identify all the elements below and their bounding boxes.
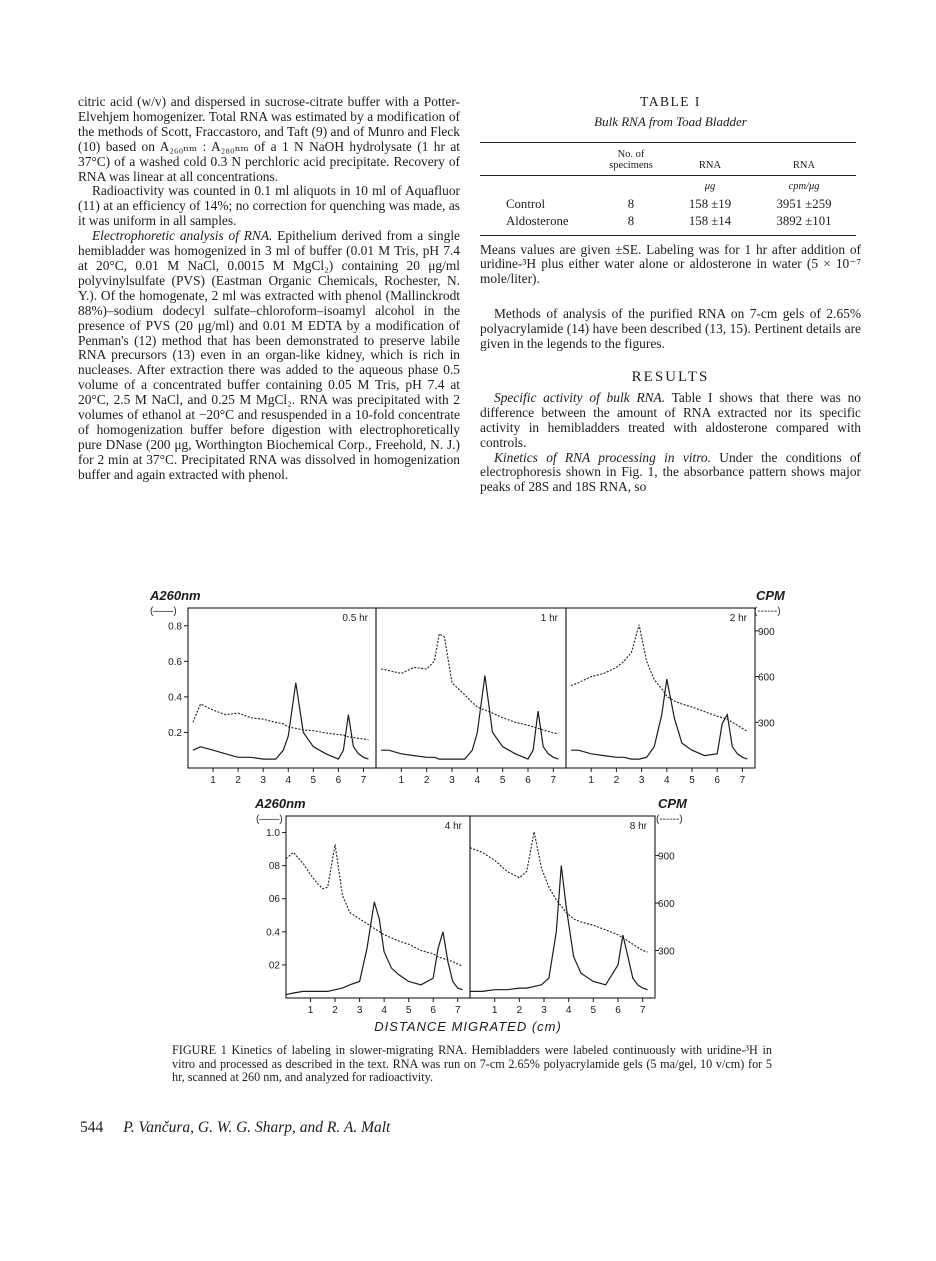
paragraph-electrophoretic xyxy=(78,229,460,482)
x-tick-label: 1 xyxy=(398,775,405,786)
paragraph-methods-rna: citric acid (w/v) and dispersed in sucrose-citrate buffer with a Potter-Elvehjem homogenizer. Total RNA was estimated by a modification of the methods of Scott, Fraccastoro, and Taft (9) and of Munro and Fleck (10) based on A₂₆₀ₙₘ : A₂₈₀ₙₘ of a 1 N NaOH hydrolysate (1 hr at 37°C) of a washed cold 0.3 N perchloric acid precipitate. Recovery of RNA was linear at all concentrations. xyxy=(78,94,460,184)
x-tick-label: 2 xyxy=(423,775,430,786)
top-left-axis-legend: (——) xyxy=(150,606,177,617)
bottom-right-axis-legend: (------) xyxy=(656,814,683,825)
bottom-left-axis-label: A260nm xyxy=(255,796,306,811)
paragraph-radioactivity: Radioactivity was counted in 0.1 ml aliquots in 10 ml of Aquafluor (11) at an efficiency of 14%; no correction for quenching was made, as it was uniform in all samples. xyxy=(78,183,460,229)
table-cell: 3951 ±259 xyxy=(776,196,832,211)
x-tick-label: 3 xyxy=(638,775,645,786)
figure-caption xyxy=(172,1044,772,1085)
paragraph-lead: Kinetics of RNA processing in vitro. xyxy=(494,449,711,465)
x-tick-label: 6 xyxy=(714,775,720,786)
table-cell: 158 ±19 xyxy=(688,196,732,211)
page-number: 544 xyxy=(80,1119,104,1136)
rna-table xyxy=(480,142,856,236)
paragraph-body: Table I shows that there was no difference between the amount of RNA extracted nor its specific activity in hemibladders treated with aldosterone compared with controls. xyxy=(480,389,861,450)
x-tick-label: 5 xyxy=(689,775,695,786)
table-cell xyxy=(594,175,668,195)
paragraph-lead: Electrophoretic analysis of RNA. xyxy=(92,228,273,244)
page-footer xyxy=(80,1119,390,1137)
table-units-row xyxy=(480,175,856,195)
x-tick-label: 1 xyxy=(210,775,216,786)
y-tick-label: 0.4 xyxy=(168,692,182,704)
table-row xyxy=(480,213,856,235)
x-tick-label: 6 xyxy=(335,775,342,786)
table-cell: 158 ±14 xyxy=(688,213,732,228)
table-header-cell: RNA xyxy=(792,159,816,171)
x-tick-label: 2 xyxy=(516,1005,523,1016)
panel-frame xyxy=(566,608,755,768)
right-column xyxy=(480,95,861,495)
x-tick-label: 5 xyxy=(590,1005,597,1016)
paragraph-gel-methods: Methods of analysis of the purified RNA on 7-cm gels of 2.65% polyacrylamide (14) have been described (13, 15). Pertinent details are given in the legends to the figures. xyxy=(480,306,861,352)
y2-tick-label: 600 xyxy=(658,899,675,911)
running-authors: P. Vančura, G. W. G. Sharp, and R. A. Malt xyxy=(123,1119,391,1136)
paragraph-body: Epithelium derived from a single hemibladder was homogenized in 3 ml of buffer (0.01 M Tris, pH 7.4 at 20°C, 0.01 M NaCl, 0.0015 M MgCl₂) containing 20 μg/ml polyvinylsulfate (PVS) (Eastman Organic Chemicals, Rochester, N. Y.). Of the homogenate, 2 ml was extracted with phenol (Mallinckrodt 88%)–sodium dodecyl sulfate–chloroform–isoamyl alcohol in the presence of PVS (20 μg/ml) and 0.01 M EDTA by a modification of Penman's (12) method that has been demonstrated to preserve labile RNA precursors (13) even in an organ-like kidney, which is rich in nucleases. After extraction there was added to the aqueous phase 0.5 volume of a concentrated buffer containing 0.05 M Tris, pH 7.4 at 20°C, 2.5 M NaCl, and 0.25 M MgCl₂. RNA was precipitated with 2 volumes of ethanol at −20°C and resuspended in a 10-fold concentrate of homogenization buffer before digestion with electrophoretically pure DNase (200 μg, Worthington Biochemical Corp., Freehold, N. J.) for 2 min at 37°C. Precipitated RNA was dissolved in homogenization buffer and again extracted with phenol. xyxy=(78,228,460,482)
panel-title: 8 hr xyxy=(629,821,647,832)
x-tick-label: 5 xyxy=(499,775,506,786)
table-header-cell: RNA xyxy=(698,159,722,171)
y-tick-label: 0.4 xyxy=(266,927,280,939)
x-tick-label: 1 xyxy=(491,1005,498,1016)
table-cell: cpm/μg xyxy=(788,180,820,192)
x-tick-label: 4 xyxy=(285,775,292,786)
y-tick-label: 1.0 xyxy=(266,828,280,840)
panel-frame xyxy=(188,608,376,768)
absorbance-line xyxy=(381,676,558,760)
y2-tick-label: 900 xyxy=(658,851,675,863)
x-tick-label: 6 xyxy=(430,1005,436,1016)
absorbance-line xyxy=(193,683,369,759)
cpm-line xyxy=(571,625,747,732)
x-tick-label: 7 xyxy=(739,775,746,786)
x-tick-label: 5 xyxy=(405,1005,412,1016)
x-tick-label: 3 xyxy=(260,775,266,786)
y2-tick-label: 300 xyxy=(658,946,675,958)
x-tick-label: 6 xyxy=(615,1005,621,1016)
results-heading: RESULTS xyxy=(631,368,710,385)
y-tick-label: 02 xyxy=(268,960,280,972)
panel-frame xyxy=(376,608,566,768)
panel-title: 2 hr xyxy=(729,613,747,624)
absorbance-line xyxy=(571,679,747,759)
table-row xyxy=(480,196,856,213)
x-tick-label: 7 xyxy=(454,1005,461,1016)
top-right-axis-label: CPM xyxy=(756,588,785,603)
y-tick-label: 06 xyxy=(268,894,280,906)
x-tick-label: 2 xyxy=(332,1005,338,1016)
x-tick-label: 7 xyxy=(550,775,557,786)
table-header-cell: No. of specimens xyxy=(609,148,653,171)
panel-title: 1 hr xyxy=(540,613,558,624)
left-column xyxy=(78,95,460,483)
caption-label: FIGURE 1 xyxy=(172,1043,227,1057)
cpm-line xyxy=(381,634,558,734)
x-tick-label: 4 xyxy=(664,775,670,786)
paragraph-lead: Specific activity of bulk RNA. xyxy=(494,389,666,405)
y2-tick-label: 300 xyxy=(758,718,775,730)
cpm-line xyxy=(193,704,369,740)
panel-frame xyxy=(286,816,470,998)
x-tick-label: 2 xyxy=(235,775,241,786)
table-title: TABLE I xyxy=(640,94,701,109)
paragraph-kinetics xyxy=(480,451,861,496)
caption-text: Kinetics of labeling in slower-migrating RNA. Hemibladders were labeled continuously with uridine-³H in vitro and processed as described in the text. RNA was run on 7-cm 2.65% polyacrylamide gels (5 ma/gel, 10 v/cm) for 5 hr, scanned at 260 nm, and analyzed for radioactivity. xyxy=(172,1043,773,1085)
figure-1-chart xyxy=(0,578,936,1038)
paragraph-specific-activity xyxy=(480,391,861,451)
y-tick-label: 0.6 xyxy=(168,656,182,668)
table-cell: Control xyxy=(506,196,546,211)
x-tick-label: 4 xyxy=(381,1005,387,1016)
x-tick-label: 1 xyxy=(307,1005,314,1016)
x-tick-label: 4 xyxy=(565,1005,572,1016)
bottom-left-axis-legend: (——) xyxy=(256,814,283,825)
paragraph-body: Under the conditions of electrophoresis shown in Fig. 1, the absorbance pattern shows major peaks of 28S and 18S RNA, so xyxy=(480,449,861,495)
top-right-axis-legend: (------) xyxy=(754,606,781,617)
x-tick-label: 3 xyxy=(541,1005,547,1016)
x-axis-title: DISTANCE MIGRATED (cm) xyxy=(374,1019,562,1034)
table-cell: Aldosterone xyxy=(506,213,569,228)
x-tick-label: 6 xyxy=(525,775,531,786)
y-tick-label: 08 xyxy=(268,861,280,873)
x-tick-label: 3 xyxy=(449,775,455,786)
panel-title: 0.5 hr xyxy=(342,613,368,624)
x-tick-label: 5 xyxy=(310,775,317,786)
y2-tick-label: 900 xyxy=(758,626,775,638)
table-header-cell xyxy=(480,142,594,175)
table-block xyxy=(480,95,861,236)
top-left-axis-label: A260nm xyxy=(150,588,201,603)
x-tick-label: 4 xyxy=(474,775,481,786)
x-tick-label: 7 xyxy=(360,775,367,786)
table-cell: 8 xyxy=(627,196,635,211)
table-cell: μg xyxy=(704,180,716,192)
table-subtitle: Bulk RNA from Toad Bladder xyxy=(594,113,747,129)
x-tick-label: 3 xyxy=(356,1005,363,1016)
y-tick-label: 0.8 xyxy=(168,621,182,633)
bottom-right-axis-label: CPM xyxy=(658,796,687,811)
table-header-row xyxy=(480,142,856,175)
absorbance-line xyxy=(286,902,463,995)
x-tick-label: 1 xyxy=(588,775,594,786)
x-tick-label: 7 xyxy=(639,1005,646,1016)
table-cell: 3892 ±101 xyxy=(776,213,832,228)
panel-title: 4 hr xyxy=(444,821,462,832)
table-cell xyxy=(480,175,594,195)
y-tick-label: 0.2 xyxy=(168,727,182,739)
absorbance-line xyxy=(470,866,648,992)
table-note: Means values are given ±SE. Labeling was for 1 hr after addition of uridine-³H plus either water alone or aldosterone in water (5 × 10⁻⁷ mole/liter). xyxy=(480,241,861,287)
x-tick-label: 2 xyxy=(613,775,620,786)
y2-tick-label: 600 xyxy=(758,672,775,684)
table-cell: 8 xyxy=(627,213,635,228)
